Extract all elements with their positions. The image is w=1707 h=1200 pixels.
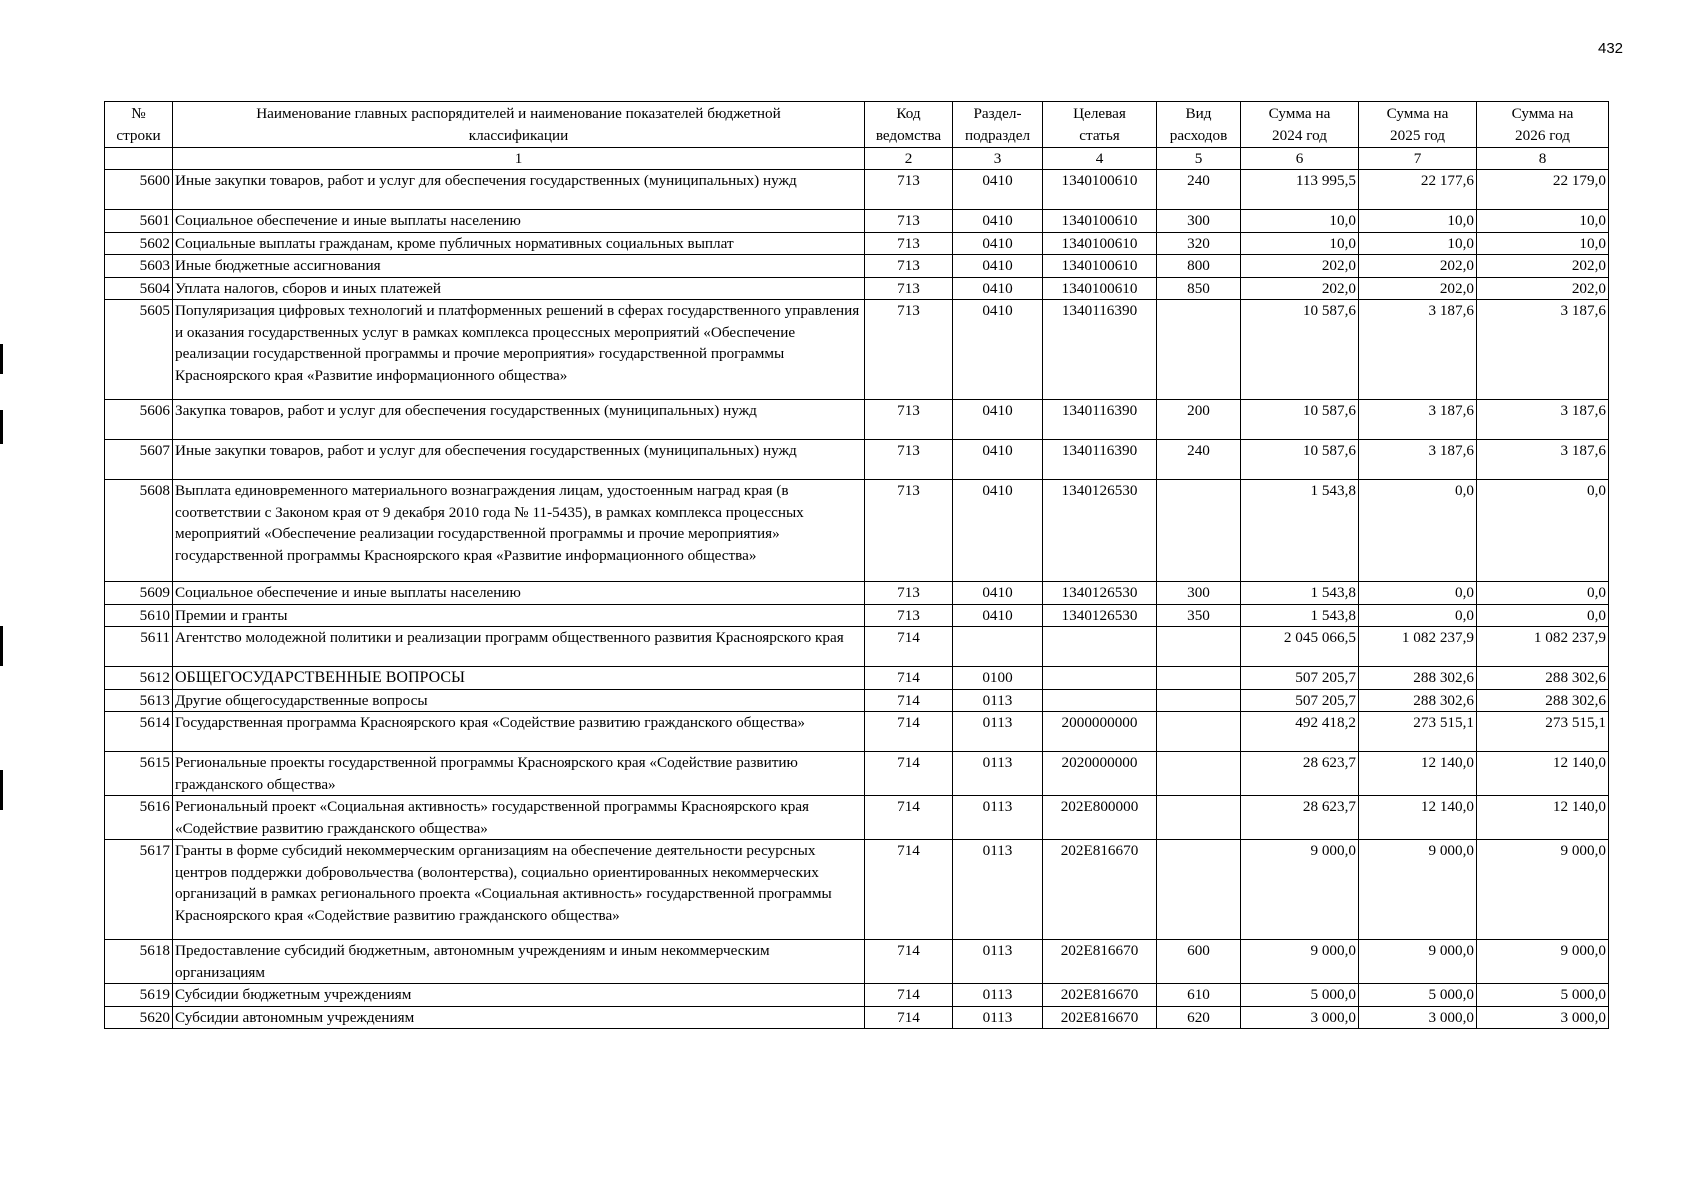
sum-2026: 3 187,6 [1477,400,1609,440]
section-code: 0410 [953,232,1043,255]
target-article: 1340100610 [1043,210,1157,233]
target-article: 1340116390 [1043,440,1157,480]
sum-2026: 288 302,6 [1477,689,1609,712]
sum-2026: 12 140,0 [1477,752,1609,796]
expense-type: 240 [1157,170,1241,210]
expense-type: 610 [1157,984,1241,1007]
header-target: Целевая статья [1043,102,1157,148]
row-number: 5616 [105,796,173,840]
header-section: Раздел- подраздел [953,102,1043,148]
sum-2024: 10 587,6 [1241,440,1359,480]
row-name: Премии и гранты [173,604,865,627]
sum-2024: 507 205,7 [1241,689,1359,712]
row-name: Предоставление субсидий бюджетным, автономным учреждениям и иным некоммерческим организациям [173,940,865,984]
section-code: 0410 [953,300,1043,400]
section-code: 0410 [953,440,1043,480]
row-number: 5607 [105,440,173,480]
expense-type [1157,840,1241,940]
target-article: 202E800000 [1043,796,1157,840]
header-expense-type: Вид расходов [1157,102,1241,148]
expense-type [1157,752,1241,796]
target-article: 2000000000 [1043,712,1157,752]
sum-2026: 12 140,0 [1477,796,1609,840]
dept-code: 714 [865,984,953,1007]
row-name: Социальное обеспечение и иные выплаты населению [173,210,865,233]
dept-code: 713 [865,400,953,440]
row-name: Региональный проект «Социальная активность» государственной программы Красноярского края «Содействие развитию гражданского общества» [173,796,865,840]
page-number: 432 [1598,40,1624,57]
column-number-blank [105,148,173,170]
dept-code: 713 [865,255,953,278]
row-number: 5604 [105,277,173,300]
target-article: 202E816670 [1043,940,1157,984]
target-article: 1340100610 [1043,232,1157,255]
expense-type [1157,480,1241,582]
sum-2024: 10,0 [1241,210,1359,233]
table-row [105,840,1609,940]
dept-code: 713 [865,277,953,300]
section-code: 0410 [953,170,1043,210]
sum-2026: 3 187,6 [1477,300,1609,400]
sum-2026: 10,0 [1477,210,1609,233]
row-number: 5609 [105,582,173,605]
expense-type [1157,712,1241,752]
dept-code: 713 [865,440,953,480]
header-dept-code: Код ведомства [865,102,953,148]
target-article: 1340116390 [1043,300,1157,400]
row-name: Иные закупки товаров, работ и услуг для обеспечения государственных (муниципальных) нужд [173,170,865,210]
sum-2026: 22 179,0 [1477,170,1609,210]
dept-code: 713 [865,582,953,605]
target-article: 1340116390 [1043,400,1157,440]
sum-2024: 10,0 [1241,232,1359,255]
table-body [105,170,1609,1029]
header-sum-2024: Сумма на 2024 год [1241,102,1359,148]
header-sum-2025: Сумма на 2025 год [1359,102,1477,148]
row-name: Гранты в форме субсидий некоммерческим организациям на обеспечение деятельности ресурсных центров поддержки добровольчества (волонтерства), социально ориентированных некоммерческих организаций в рамках регионального проекта «Социальная активность» государственной программы Красноярского края «Содействие развитию гражданского общества» [173,840,865,940]
column-number: 1 [173,148,865,170]
column-number: 4 [1043,148,1157,170]
expense-type: 620 [1157,1006,1241,1029]
row-number: 5620 [105,1006,173,1029]
row-name: Уплата налогов, сборов и иных платежей [173,277,865,300]
dept-code: 714 [865,796,953,840]
sum-2025: 273 515,1 [1359,712,1477,752]
sum-2025: 0,0 [1359,480,1477,582]
expense-type [1157,689,1241,712]
scan-mark [0,770,3,810]
table-row [105,604,1609,627]
section-code: 0113 [953,752,1043,796]
sum-2025: 22 177,6 [1359,170,1477,210]
section-code [953,627,1043,667]
row-number: 5619 [105,984,173,1007]
sum-2024: 28 623,7 [1241,796,1359,840]
sum-2026: 202,0 [1477,255,1609,278]
table-row [105,170,1609,210]
row-number: 5601 [105,210,173,233]
row-name: Социальное обеспечение и иные выплаты населению [173,582,865,605]
dept-code: 714 [865,627,953,667]
sum-2024: 2 045 066,5 [1241,627,1359,667]
dept-code: 714 [865,1006,953,1029]
section-code: 0410 [953,210,1043,233]
sum-2025: 3 187,6 [1359,440,1477,480]
section-code: 0113 [953,984,1043,1007]
row-number: 5606 [105,400,173,440]
table-row [105,210,1609,233]
dept-code: 713 [865,604,953,627]
sum-2024: 1 543,8 [1241,604,1359,627]
section-code: 0410 [953,277,1043,300]
section-code: 0113 [953,1006,1043,1029]
sum-2025: 9 000,0 [1359,840,1477,940]
sum-2026: 288 302,6 [1477,667,1609,690]
row-name: Иные закупки товаров, работ и услуг для обеспечения государственных (муниципальных) нужд [173,440,865,480]
dept-code: 713 [865,480,953,582]
sum-2026: 3 000,0 [1477,1006,1609,1029]
sum-2025: 1 082 237,9 [1359,627,1477,667]
sum-2026: 202,0 [1477,277,1609,300]
row-name: Региональные проекты государственной программы Красноярского края «Содействие развитию гражданского общества» [173,752,865,796]
sum-2024: 5 000,0 [1241,984,1359,1007]
row-name: Социальные выплаты гражданам, кроме публичных нормативных социальных выплат [173,232,865,255]
table-row [105,255,1609,278]
sum-2026: 5 000,0 [1477,984,1609,1007]
row-name: Закупка товаров, работ и услуг для обеспечения государственных (муниципальных) нужд [173,400,865,440]
sum-2024: 507 205,7 [1241,667,1359,690]
table-row [105,582,1609,605]
target-article: 202E816670 [1043,1006,1157,1029]
table-row [105,400,1609,440]
expense-type: 800 [1157,255,1241,278]
sum-2024: 9 000,0 [1241,840,1359,940]
sum-2025: 12 140,0 [1359,752,1477,796]
dept-code: 714 [865,689,953,712]
section-code: 0410 [953,582,1043,605]
sum-2026: 0,0 [1477,480,1609,582]
table-row [105,232,1609,255]
sum-2024: 10 587,6 [1241,400,1359,440]
target-article: 1340100610 [1043,277,1157,300]
row-number: 5617 [105,840,173,940]
section-code: 0113 [953,796,1043,840]
row-name: Популяризация цифровых технологий и платформенных решений в сферах государственного управления и оказания государственных услуг в рамках комплекса процессных мероприятий «Обеспечение реализации государственной программы и прочие мероприятия» государственной программы Красноярского края «Развитие информационного общества» [173,300,865,400]
target-article: 1340126530 [1043,604,1157,627]
dept-code: 714 [865,840,953,940]
row-number: 5608 [105,480,173,582]
sum-2024: 3 000,0 [1241,1006,1359,1029]
expense-type: 320 [1157,232,1241,255]
target-article [1043,667,1157,690]
expense-type: 300 [1157,582,1241,605]
row-number: 5618 [105,940,173,984]
dept-code: 713 [865,210,953,233]
column-number: 6 [1241,148,1359,170]
sum-2026: 10,0 [1477,232,1609,255]
row-number: 5600 [105,170,173,210]
target-article: 202E816670 [1043,840,1157,940]
row-number: 5615 [105,752,173,796]
row-name: Выплата единовременного материального вознаграждения лицам, удостоенным наград края (в соответствии с Законом края от 9 декабря 2010 года № 11-5435), в рамках комплекса процессных мероприятий «Обеспечение реализации государственной программы и прочие мероприятия» государственной программы Красноярского края «Развитие информационного общества» [173,480,865,582]
expense-type [1157,796,1241,840]
row-name: Государственная программа Красноярского края «Содействие развитию гражданского общества» [173,712,865,752]
section-code: 0410 [953,255,1043,278]
target-article: 1340100610 [1043,170,1157,210]
expense-type [1157,627,1241,667]
budget-table [104,101,1609,1029]
sum-2024: 1 543,8 [1241,582,1359,605]
table-row [105,712,1609,752]
header-sum-2026: Сумма на 2026 год [1477,102,1609,148]
dept-code: 713 [865,170,953,210]
section-code: 0113 [953,840,1043,940]
sum-2024: 113 995,5 [1241,170,1359,210]
table-row [105,796,1609,840]
sum-2026: 9 000,0 [1477,940,1609,984]
table-row [105,667,1609,690]
sum-2024: 202,0 [1241,255,1359,278]
dept-code: 714 [865,752,953,796]
table-row [105,480,1609,582]
sum-2025: 5 000,0 [1359,984,1477,1007]
row-number: 5611 [105,627,173,667]
section-code: 0113 [953,689,1043,712]
sum-2025: 0,0 [1359,604,1477,627]
scan-mark [0,626,3,666]
row-name: ОБЩЕГОСУДАРСТВЕННЫЕ ВОПРОСЫ [173,667,865,690]
sum-2025: 3 000,0 [1359,1006,1477,1029]
expense-type: 300 [1157,210,1241,233]
row-name: Субсидии бюджетным учреждениям [173,984,865,1007]
sum-2025: 10,0 [1359,232,1477,255]
target-article: 202E816670 [1043,984,1157,1007]
dept-code: 713 [865,300,953,400]
section-code: 0410 [953,604,1043,627]
expense-type [1157,667,1241,690]
column-number: 5 [1157,148,1241,170]
target-article: 1340126530 [1043,480,1157,582]
target-article: 2020000000 [1043,752,1157,796]
sum-2025: 288 302,6 [1359,689,1477,712]
table-row [105,940,1609,984]
expense-type: 240 [1157,440,1241,480]
sum-2025: 12 140,0 [1359,796,1477,840]
sum-2024: 9 000,0 [1241,940,1359,984]
sum-2025: 9 000,0 [1359,940,1477,984]
sum-2025: 202,0 [1359,277,1477,300]
section-code: 0113 [953,712,1043,752]
target-article: 1340100610 [1043,255,1157,278]
section-code: 0410 [953,400,1043,440]
row-number: 5614 [105,712,173,752]
target-article [1043,689,1157,712]
expense-type: 350 [1157,604,1241,627]
table-row [105,440,1609,480]
sum-2025: 288 302,6 [1359,667,1477,690]
sum-2026: 0,0 [1477,582,1609,605]
expense-type: 850 [1157,277,1241,300]
scan-mark [0,410,3,444]
sum-2024: 492 418,2 [1241,712,1359,752]
row-number: 5610 [105,604,173,627]
sum-2024: 202,0 [1241,277,1359,300]
target-article: 1340126530 [1043,582,1157,605]
column-number-row [105,148,1609,170]
table-row [105,1006,1609,1029]
table-row [105,689,1609,712]
expense-type [1157,300,1241,400]
table-row [105,752,1609,796]
row-name: Субсидии автономным учреждениям [173,1006,865,1029]
header-row-number: № строки [105,102,173,148]
column-number: 3 [953,148,1043,170]
section-code: 0113 [953,940,1043,984]
dept-code: 713 [865,232,953,255]
column-number: 8 [1477,148,1609,170]
sum-2026: 273 515,1 [1477,712,1609,752]
expense-type: 600 [1157,940,1241,984]
table-row [105,627,1609,667]
dept-code: 714 [865,667,953,690]
sum-2024: 28 623,7 [1241,752,1359,796]
row-name: Агентство молодежной политики и реализации программ общественного развития Красноярского края [173,627,865,667]
sum-2026: 1 082 237,9 [1477,627,1609,667]
dept-code: 714 [865,940,953,984]
dept-code: 714 [865,712,953,752]
sum-2024: 10 587,6 [1241,300,1359,400]
row-name: Иные бюджетные ассигнования [173,255,865,278]
sum-2026: 9 000,0 [1477,840,1609,940]
table-header-row [105,102,1609,148]
column-number: 7 [1359,148,1477,170]
sum-2025: 202,0 [1359,255,1477,278]
column-number: 2 [865,148,953,170]
expense-type: 200 [1157,400,1241,440]
table-row [105,300,1609,400]
sum-2026: 0,0 [1477,604,1609,627]
row-number: 5612 [105,667,173,690]
row-name: Другие общегосударственные вопросы [173,689,865,712]
section-code: 0410 [953,480,1043,582]
sum-2026: 3 187,6 [1477,440,1609,480]
sum-2025: 0,0 [1359,582,1477,605]
sum-2025: 10,0 [1359,210,1477,233]
section-code: 0100 [953,667,1043,690]
table-row [105,984,1609,1007]
row-number: 5605 [105,300,173,400]
sum-2025: 3 187,6 [1359,400,1477,440]
header-name: Наименование главных распорядителей и наименование показателей бюджетной классификации [173,102,865,148]
row-number: 5603 [105,255,173,278]
row-number: 5613 [105,689,173,712]
row-number: 5602 [105,232,173,255]
table-row [105,277,1609,300]
sum-2025: 3 187,6 [1359,300,1477,400]
sum-2024: 1 543,8 [1241,480,1359,582]
scan-mark [0,344,3,374]
target-article [1043,627,1157,667]
